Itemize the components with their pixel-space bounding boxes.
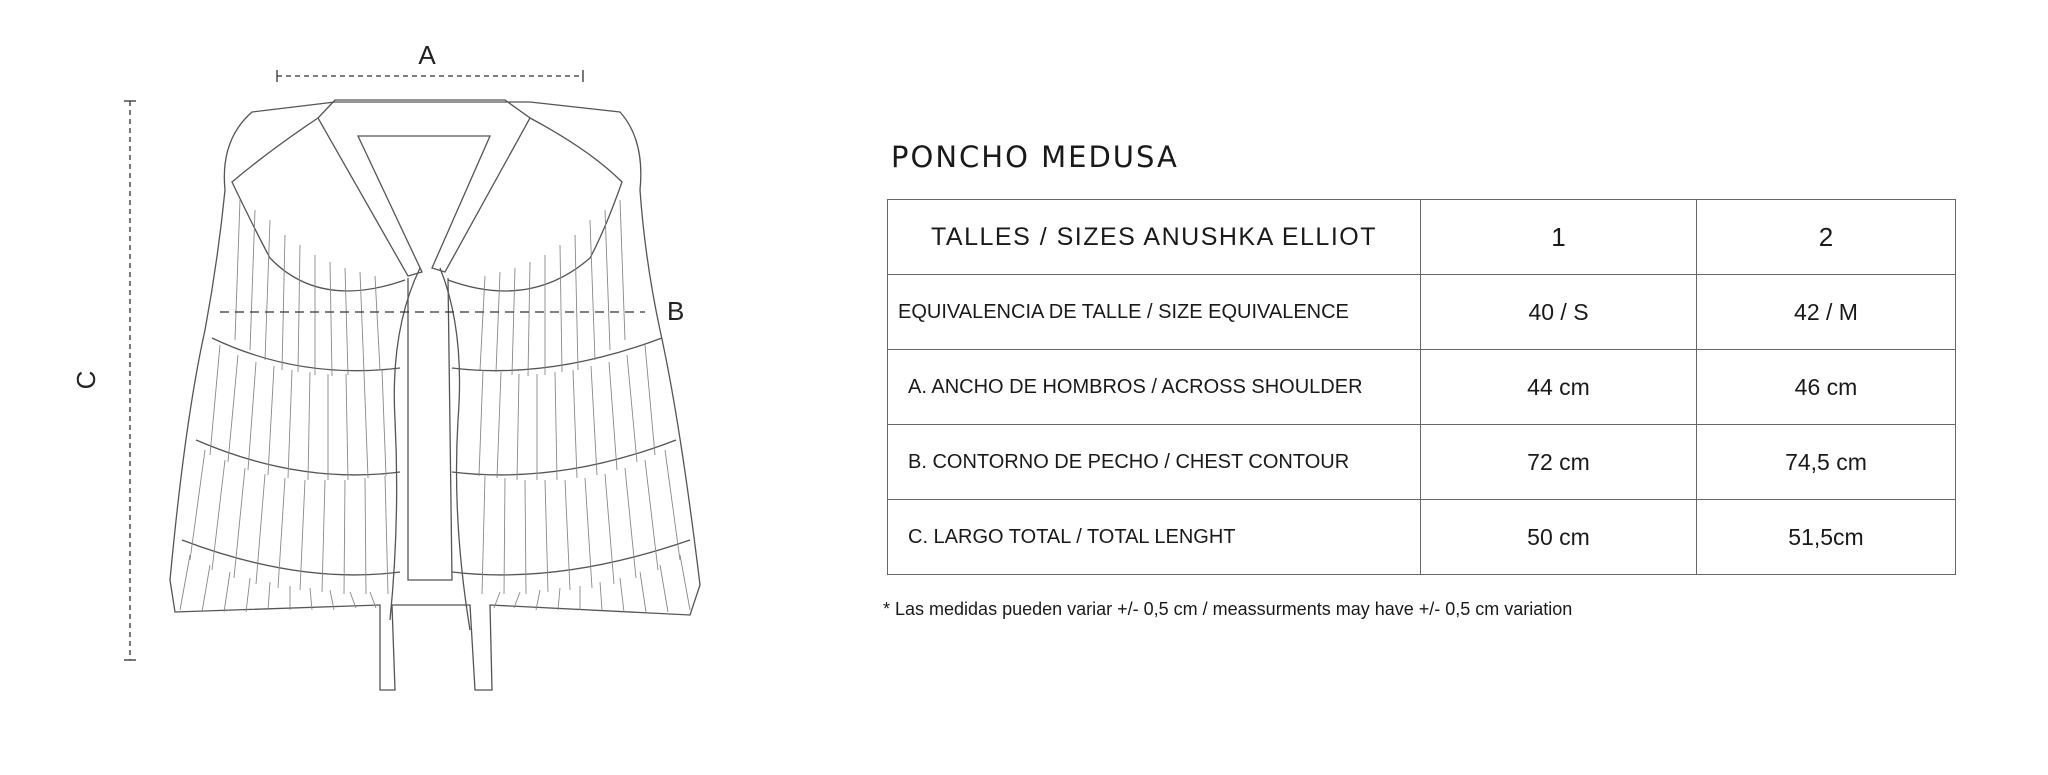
row-value-size-2: 74,5 cm	[1697, 425, 1956, 500]
row-value-size-1: 40 / S	[1421, 275, 1697, 350]
measurement-footnote: * Las medidas pueden variar +/- 0,5 cm / meassurments may have +/- 0,5 cm variation	[883, 599, 1573, 619]
row-label: C. LARGO TOTAL / TOTAL LENGHT	[888, 500, 1421, 575]
poncho-outline	[170, 100, 700, 690]
size-table	[887, 199, 1956, 575]
dimension-label-a: A	[418, 40, 436, 70]
row-value-size-1: 50 cm	[1421, 500, 1697, 575]
row-value-size-2: 51,5cm	[1697, 500, 1956, 575]
table-header-label: TALLES / SIZES ANUSHKA ELLIOT	[888, 200, 1421, 275]
table-row	[888, 425, 1956, 500]
dimension-label-c: C	[71, 370, 101, 390]
product-title: PONCHO MEDUSA	[891, 140, 1179, 174]
row-label: EQUIVALENCIA DE TALLE / SIZE EQUIVALENCE	[888, 275, 1421, 350]
table-row	[888, 500, 1956, 575]
table-header-row	[888, 200, 1956, 275]
table-row	[888, 275, 1956, 350]
row-value-size-2: 42 / M	[1697, 275, 1956, 350]
row-value-size-1: 44 cm	[1421, 350, 1697, 425]
row-label: A. ANCHO DE HOMBROS / ACROSS SHOULDER	[888, 350, 1421, 425]
table-header-size-2: 2	[1697, 200, 1956, 275]
table-header-size-1: 1	[1421, 200, 1697, 275]
table-row	[888, 350, 1956, 425]
poncho-technical-drawing	[0, 0, 760, 775]
row-label: B. CONTORNO DE PECHO / CHEST CONTOUR	[888, 425, 1421, 500]
row-value-size-1: 72 cm	[1421, 425, 1697, 500]
dimension-label-b: B	[667, 296, 685, 326]
row-value-size-2: 46 cm	[1697, 350, 1956, 425]
